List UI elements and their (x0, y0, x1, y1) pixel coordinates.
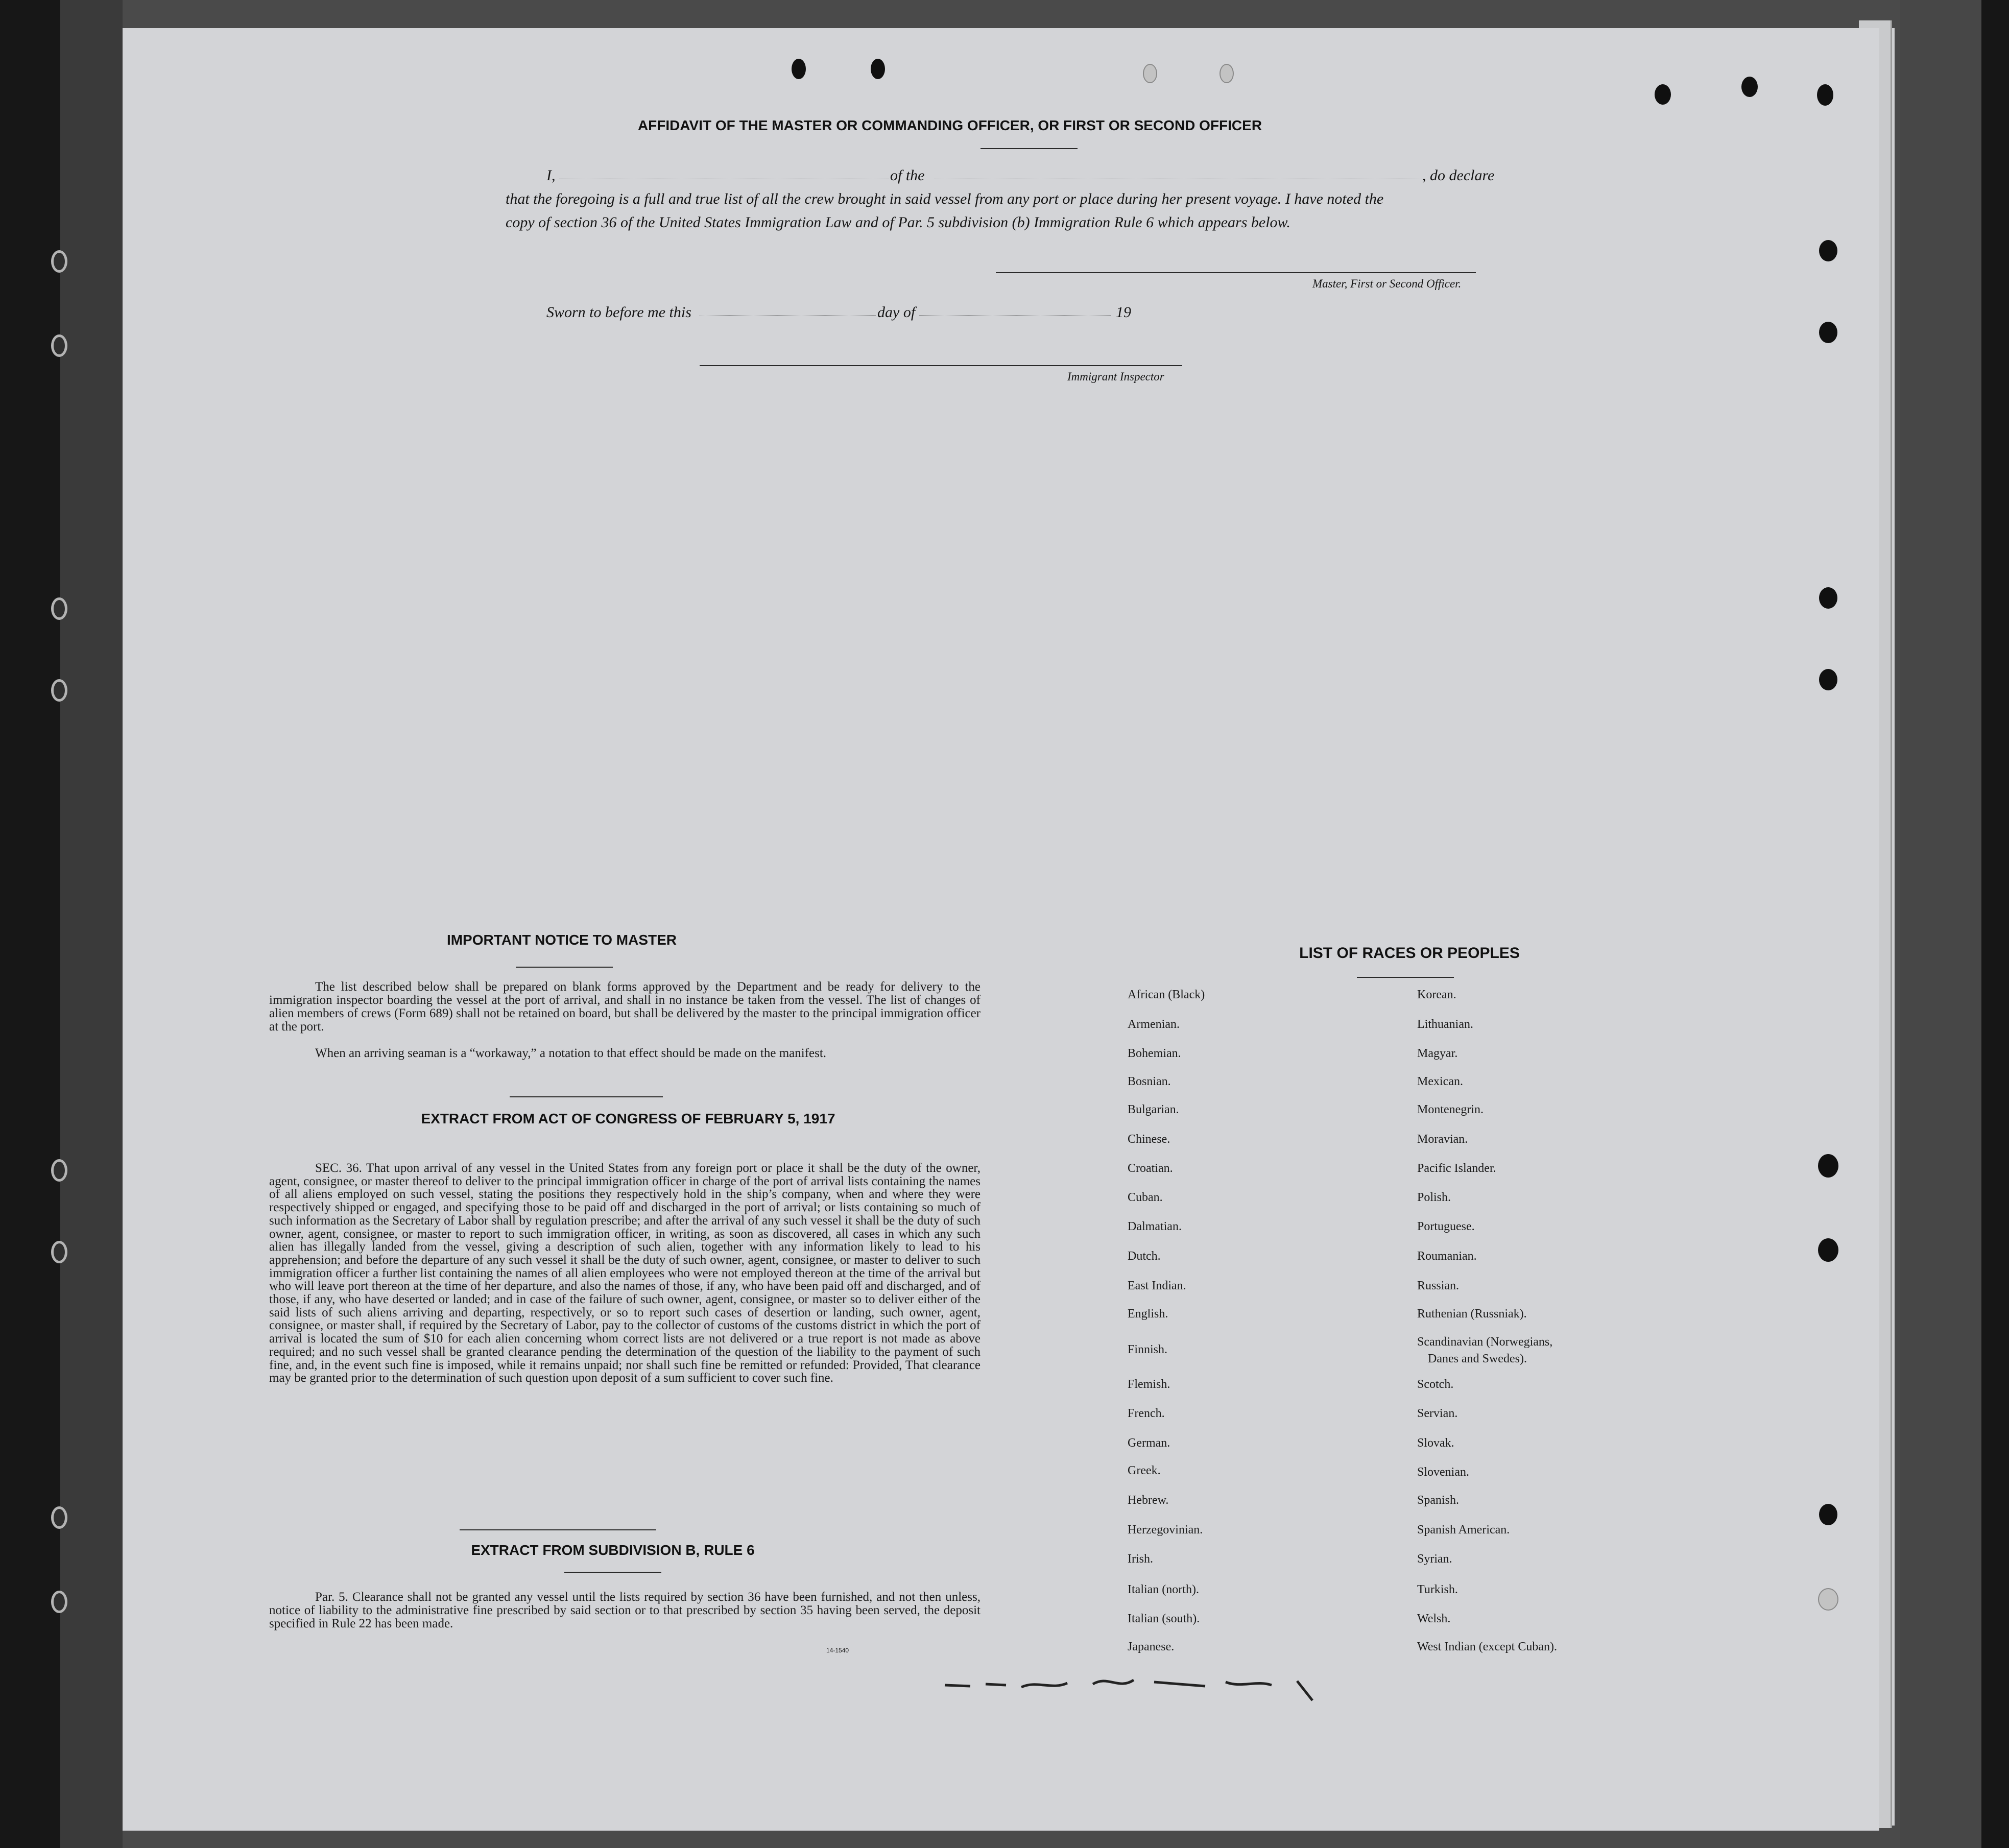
race-item: West Indian (except Cuban). (1417, 1640, 1557, 1653)
race-item: French. (1128, 1407, 1165, 1420)
race-item: Armenian. (1128, 1018, 1180, 1031)
race-item: Dalmatian. (1128, 1220, 1182, 1233)
race-item: Magyar. (1417, 1047, 1458, 1060)
race-item: Hebrew. (1128, 1494, 1169, 1507)
affidavit-line-3: copy of section 36 of the United States Immigration Law and of Par. 5 subdivision (b) Immigration Rule 6 which appears below. (506, 214, 1290, 231)
race-item: Korean. (1417, 988, 1456, 1001)
master-caption: Master, First or Second Officer. (1312, 277, 1462, 290)
race-item: Irish. (1128, 1552, 1153, 1566)
race-item: Bulgarian. (1128, 1103, 1179, 1116)
year-label: 19 (1116, 304, 1131, 321)
race-item: Syrian. (1417, 1552, 1452, 1566)
race-item: Cuban. (1128, 1191, 1163, 1204)
race-item: Herzegovinian. (1128, 1523, 1203, 1537)
punch-hole (1819, 669, 1837, 690)
race-item: Roumanian. (1417, 1250, 1477, 1263)
notice-paragraph-1: The list described below shall be prepared on blank forms approved by the Department and be ready for delivery to the immigration inspector boarding the vessel at the port of arrival, and shall in no instance be taken from the vessel. The list of changes of alien members of crews (Form 689) shall not be retained on board, but shall be delivered by the master to the principal immigration officer at the port. (269, 980, 980, 1034)
race-item: Greek. (1128, 1464, 1161, 1477)
scan-right-edge (1981, 0, 2009, 1848)
affidavit-do-declare: , do declare (1422, 167, 1495, 184)
punch-hole (1818, 1238, 1838, 1262)
punch-hole (1741, 77, 1758, 97)
race-item: Spanish American. (1417, 1523, 1510, 1537)
inspector-signature-line (700, 365, 1182, 366)
binding-hole (51, 1591, 67, 1613)
race-item: Scotch. (1417, 1378, 1454, 1391)
affidavit-i-label: I, (546, 167, 556, 184)
affidavit-of-the-label: of the (890, 167, 925, 184)
race-item: Finnish. (1128, 1343, 1168, 1356)
rule-divider (564, 1572, 661, 1573)
sworn-label: Sworn to before me this (546, 304, 691, 321)
scan-left-edge (0, 0, 60, 1848)
document-page (123, 28, 1879, 1831)
binding-hole (51, 1506, 67, 1529)
race-item: Slovak. (1417, 1436, 1454, 1450)
punch-hole (1819, 240, 1837, 261)
race-item: East Indian. (1128, 1279, 1186, 1292)
race-item-continuation: Danes and Swedes). (1428, 1352, 1527, 1365)
race-item: Slovenian. (1417, 1466, 1469, 1479)
race-item: Lithuanian. (1417, 1018, 1473, 1031)
notice-title: IMPORTANT NOTICE TO MASTER (446, 932, 677, 948)
punch-hole (1655, 84, 1671, 105)
rule-extract-title: EXTRACT FROM SUBDIVISION B, RULE 6 (471, 1542, 755, 1558)
race-item: Italian (north). (1128, 1583, 1199, 1596)
act-extract-text: SEC. 36. That upon arrival of any vessel in the United States from any foreign port or place it shall be the duty of the owner, agent, consignee, or master thereof to deliver to the principal immigration officer in charge of the port of arrival lists containing the names of all aliens employed on such vessel, stating the positions they respectively hold in the ship’s company, when and where they were respectively shipped or engaged, and specifying those to be paid off and discharged in the port of arrival; or lists containing so much of such information as the Secretary of Labor shall by regulation prescribe; and after the arrival of any such vessel it shall be the duty of such owner, agent, consignee, or master to report to such immigration officer, in writing, as soon as discovered, all cases in which any such alien has illegally landed from the vessel, giving a description of such alien, together with any information likely to lead to his apprehension; and before the departure of any such vessel it shall be the duty of such owner, agent, consignee, or master to deliver to such immigration officer a further list containing the names of all alien employees who were not employed thereon at the time of the arrival but who will leave port thereon at the time of her departure, and also the names of those, if any, who have been paid off and discharged, and of those, if any, who have deserted or landed; and in case of the failure of such owner, agent, consignee, or master so to deliver either of the said lists of such aliens arriving and departing, respectively, or so to report such cases of desertion or landing, such owner, agent, consignee, or master shall, if required by the Secretary of Labor, pay to the collector of customs of the customs district in which the port of arrival is located the sum of $10 for each alien concerning whom correct lists are not delivered or a true report is not made as above required; and no such vessel shall be granted clearance pending the determination of the question of the liability to the payment of such fine, and, in the event such fine is imposed, while it remains unpaid; nor shall such fine be remitted or refunded: Provided, That clearance may be granted prior to the determination of such question upon deposit of a sum sufficient to cover such fine. (269, 1161, 980, 1385)
binding-hole (51, 250, 67, 273)
race-item: Ruthenian (Russniak). (1417, 1307, 1527, 1321)
section-divider (460, 1529, 656, 1530)
race-item: Spanish. (1417, 1494, 1460, 1507)
punch-hole (1817, 84, 1833, 106)
races-title: LIST OF RACES OR PEOPLES (1299, 945, 1520, 962)
inspector-caption: Immigrant Inspector (1067, 370, 1164, 383)
day-of-label: day of (877, 304, 916, 321)
affidavit-title: AFFIDAVIT OF THE MASTER OR COMMANDING OFFICER, OR FIRST OR SECOND OFFICER (637, 117, 1262, 133)
act-extract-title: EXTRACT FROM ACT OF CONGRESS OF FEBRUARY 5, 1917 (421, 1111, 835, 1126)
race-item: Moravian. (1417, 1133, 1468, 1146)
race-item: Bosnian. (1128, 1075, 1171, 1088)
race-item: Servian. (1417, 1407, 1458, 1420)
binding-hole (51, 1159, 67, 1182)
race-item: Mexican. (1417, 1075, 1463, 1088)
race-item: Italian (south). (1128, 1612, 1200, 1625)
binding-hole (51, 1241, 67, 1263)
race-item: Japanese. (1128, 1640, 1175, 1653)
punch-hole (1819, 1504, 1837, 1525)
race-item: Dutch. (1128, 1250, 1161, 1263)
race-item: Welsh. (1417, 1612, 1451, 1625)
race-item: Polish. (1417, 1191, 1451, 1204)
rule-extract-text: Par. 5. Clearance shall not be granted any vessel until the lists required by section 36 have been furnished, and not then unless, notice of liability to the administrative fine prescribed by said section or to that prescribed by section 35 having been served, the deposit specified in Rule 22 has been made. (269, 1590, 980, 1630)
race-item: Pacific Islander. (1417, 1162, 1496, 1175)
title-divider (980, 148, 1078, 149)
binding-hole (51, 679, 67, 702)
punch-hole (792, 59, 806, 79)
punch-hole (1143, 64, 1157, 83)
affidavit-line-2: that the foregoing is a full and true list of all the crew brought in said vessel from any port or place during her present voyage. I have noted the (506, 190, 1384, 207)
race-item: Bohemian. (1128, 1047, 1181, 1060)
notice-paragraph-2: When an arriving seaman is a “workaway,” a notation to that effect should be made on the manifest. (315, 1046, 827, 1060)
race-item: Scandinavian (Norwegians, (1417, 1335, 1553, 1349)
section-divider (510, 1096, 663, 1097)
form-number: 14-1540 (826, 1647, 849, 1654)
race-item: Portuguese. (1417, 1220, 1475, 1233)
notice-divider (516, 967, 613, 968)
punch-hole (1219, 64, 1234, 83)
race-item: African (Black) (1128, 988, 1205, 1001)
punch-hole (1818, 1588, 1838, 1611)
race-item: Flemish. (1128, 1378, 1170, 1391)
punch-hole (1819, 587, 1837, 609)
punch-hole (1819, 322, 1837, 343)
race-item: English. (1128, 1307, 1168, 1321)
race-item: Turkish. (1417, 1583, 1458, 1596)
race-item: German. (1128, 1436, 1170, 1450)
races-divider (1357, 977, 1454, 978)
handwritten-mark (940, 1660, 1343, 1706)
binding-hole (51, 334, 67, 357)
race-item: Russian. (1417, 1279, 1460, 1292)
race-item: Croatian. (1128, 1162, 1173, 1175)
punch-hole (871, 59, 885, 79)
punch-hole (1818, 1154, 1838, 1178)
binding-hole (51, 597, 67, 620)
race-item: Chinese. (1128, 1133, 1170, 1146)
race-item: Montenegrin. (1417, 1103, 1484, 1116)
master-signature-line (996, 272, 1476, 273)
